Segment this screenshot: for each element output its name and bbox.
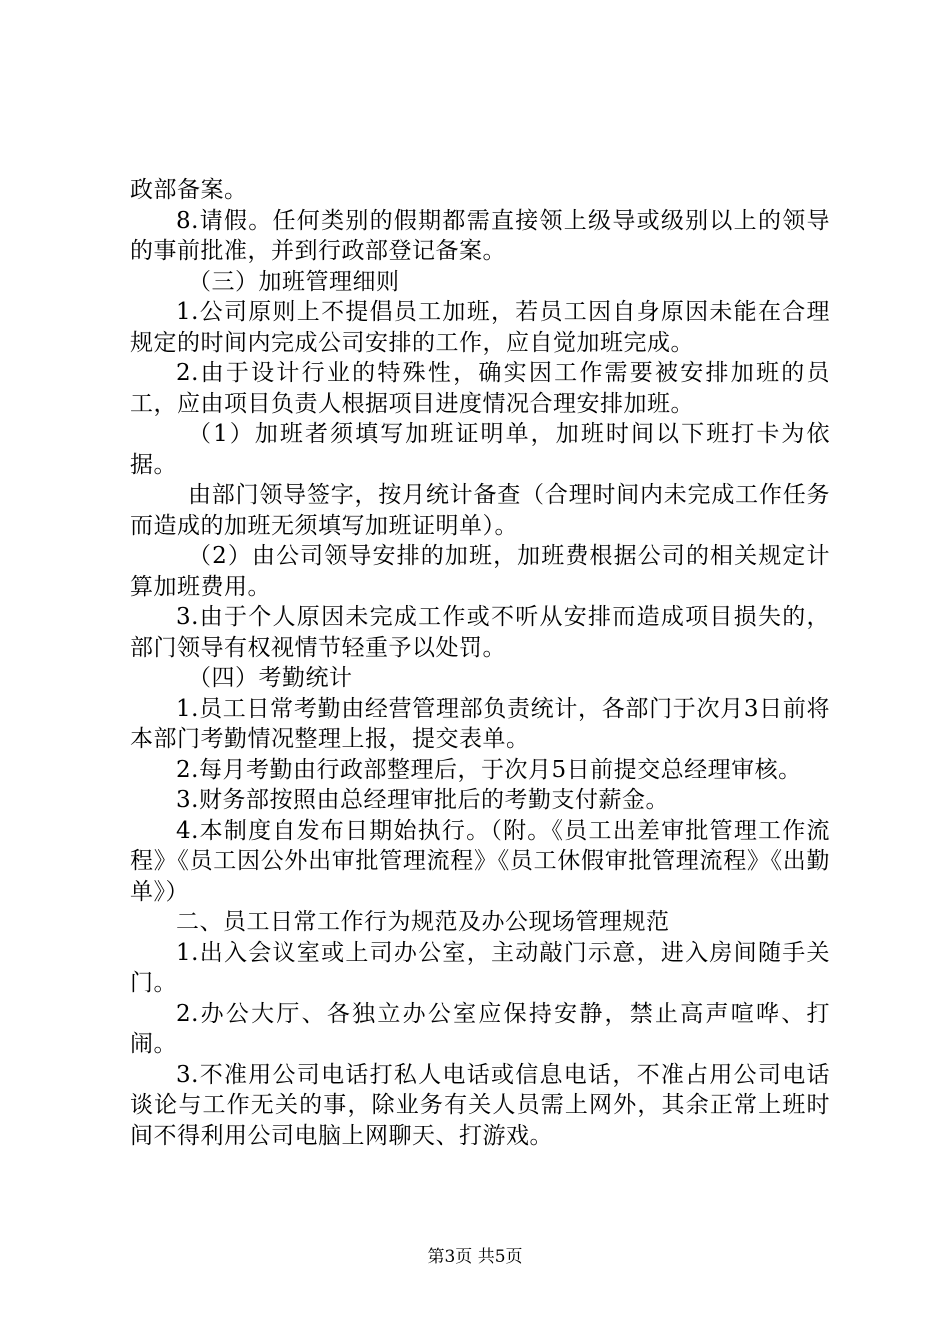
section-heading: （三）加班管理细则 xyxy=(188,268,400,295)
paragraph: 3.财务部按照由总经理审批后的考勤支付薪金。 xyxy=(176,787,669,813)
paragraph: 2.由于设计行业的特殊性，确实因工作需要被安排加班的员工，应由项目负责人根据项目进度情况合理安排加班。 xyxy=(130,360,830,417)
document-body xyxy=(130,175,830,1151)
paragraph: 3.由于个人原因未完成工作或不听从安排而造成项目损失的，部门领导有权视情节轻重予以处罚。 xyxy=(130,604,830,661)
page-number-footer: 第3页 共5页 xyxy=(427,1247,523,1267)
paragraph: 8.请假。任何类别的假期都需直接领上级导或级别以上的领导的事前批准，并到行政部登记备案。 xyxy=(130,207,830,264)
paragraph: 3.不准用公司电话打私人电话或信息电话，不准占用公司电话谈论与工作无关的事，除业务有关人员需上网外，其余正常上班时间不得利用公司电脑上网聊天、打游戏。 xyxy=(130,1061,830,1149)
paragraph: 政部备案。 xyxy=(130,177,248,203)
paragraph: 4.本制度自发布日期始执行。（附。《员工出差审批管理工作流程》《员工因公外出审批管理流程》《员工休假审批管理流程》《出勤单》） xyxy=(130,817,830,905)
paragraph: 2.办公大厅、各独立办公室应保持安静，禁止高声喧哗、打闹。 xyxy=(130,1000,830,1057)
paragraph: 由部门领导签字，按月统计备查（合理时间内未完成工作任务而造成的加班无须填写加班证明单）。 xyxy=(130,482,830,539)
section-heading: （四）考勤统计 xyxy=(188,665,353,691)
paragraph: 1.公司原则上不提倡员工加班，若员工因自身原因未能在合理规定的时间内完成公司安排的工作，应自觉加班完成。 xyxy=(130,299,830,356)
paragraph: （2）由公司领导安排的加班，加班费根据公司的相关规定计算加班费用。 xyxy=(130,543,830,600)
section-heading: 二、员工日常工作行为规范及办公现场管理规范 xyxy=(176,909,670,935)
paragraph: 2.每月考勤由行政部整理后，于次月5日前提交总经理审核。 xyxy=(176,756,802,783)
paragraph: 1.出入会议室或上司办公室，主动敲门示意，进入房间随手关门。 xyxy=(130,939,830,996)
paragraph: 1.员工日常考勤由经营管理部负责统计，各部门于次月3日前将本部门考勤情况整理上报，提交表单。 xyxy=(130,695,830,752)
paragraph: （1）加班者须填写加班证明单，加班时间以下班打卡为依据。 xyxy=(130,421,830,478)
